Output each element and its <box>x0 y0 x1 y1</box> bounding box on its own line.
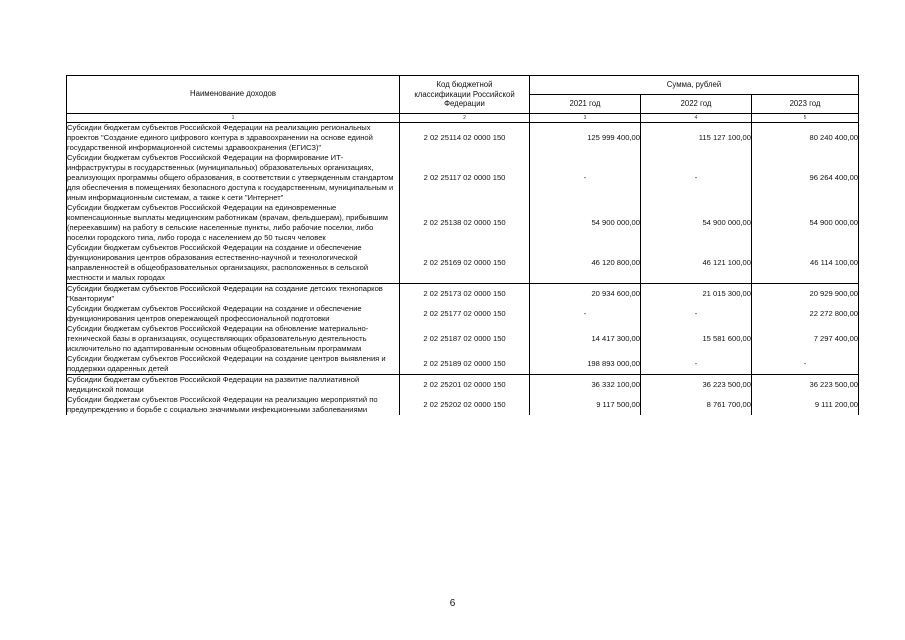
header-budget-code-line2: классификации Российской <box>414 89 515 99</box>
table-row <box>67 243 859 284</box>
budget-code-cell: 2 02 25201 02 0000 150 <box>400 375 530 396</box>
table-row <box>67 123 859 154</box>
budget-code-cell: 2 02 25202 02 0000 150 <box>400 395 530 415</box>
amount-2021-cell: 46 120 800,00 <box>530 243 641 284</box>
amount-2022-cell: 21 015 300,00 <box>641 284 752 305</box>
table-row <box>67 324 859 354</box>
header-income-name: Наименование доходов <box>67 76 400 114</box>
header-budget-code-line1: Код бюджетной <box>436 79 493 89</box>
amount-2022-cell: - <box>641 153 752 203</box>
table-row <box>67 284 859 305</box>
amount-2022-cell: 54 900 000,00 <box>641 203 752 243</box>
amount-2021-cell: - <box>530 153 641 203</box>
column-number: 2 <box>400 114 530 123</box>
income-name-cell: Субсидии бюджетам субъектов Российской Федерации на формирование ИТ-инфраструктуры в государственных (муниципальных) образовательных организациях, реализующих программы общего образования, в соответствии с утвержденным стандартом для обеспечения в помещениях безопасного доступа к государственным, муниципальным и иным информационным системам, а также к сети "Интернет" <box>67 153 400 203</box>
header-year-2021: 2021 год <box>530 95 641 114</box>
income-name-cell: Субсидии бюджетам субъектов Российской Федерации на создание центров выявления и поддержки одаренных детей <box>67 354 400 375</box>
amount-2022-cell: 8 761 700,00 <box>641 395 752 415</box>
column-number: 3 <box>530 114 641 123</box>
column-number: 5 <box>752 114 859 123</box>
amount-2021-cell: 125 999 400,00 <box>530 123 641 154</box>
table-row <box>67 354 859 375</box>
amount-2022-cell: - <box>641 354 752 375</box>
amount-2023-cell: - <box>752 354 859 375</box>
amount-2021-cell: 54 900 000,00 <box>530 203 641 243</box>
amount-2023-cell: 96 264 400,00 <box>752 153 859 203</box>
budget-code-cell: 2 02 25117 02 0000 150 <box>400 153 530 203</box>
amount-2022-cell: 36 223 500,00 <box>641 375 752 396</box>
amount-2021-cell: 20 934 600,00 <box>530 284 641 305</box>
amount-2023-cell: 80 240 400,00 <box>752 123 859 154</box>
budget-code-cell: 2 02 25173 02 0000 150 <box>400 284 530 305</box>
amount-2021-cell: 198 893 000,00 <box>530 354 641 375</box>
amount-2023-cell: 20 929 900,00 <box>752 284 859 305</box>
amount-2022-cell: 46 121 100,00 <box>641 243 752 284</box>
amount-2021-cell: 9 117 500,00 <box>530 395 641 415</box>
amount-2023-cell: 9 111 200,00 <box>752 395 859 415</box>
income-table <box>66 75 859 415</box>
table-row <box>67 375 859 396</box>
table-row <box>67 203 859 243</box>
income-name-cell: Субсидии бюджетам субъектов Российской Федерации на обновление материально-технической базы в организациях, осуществляющих образовательную деятельность исключительно по адаптированным основным общеобразовательным программам <box>67 324 400 354</box>
amount-2022-cell: - <box>641 304 752 324</box>
amount-2022-cell: 115 127 100,00 <box>641 123 752 154</box>
amount-2021-cell: 36 332 100,00 <box>530 375 641 396</box>
table-row <box>67 304 859 324</box>
table-row <box>67 395 859 415</box>
income-name-cell: Субсидии бюджетам субъектов Российской Федерации на создание и обеспечение функционирования центров образования естественно-научной и технологической направленностей в общеобразовательных организациях, расположенных в сельской местности и малых городах <box>67 243 400 284</box>
budget-code-cell: 2 02 25189 02 0000 150 <box>400 354 530 375</box>
amount-2022-cell: 15 581 600,00 <box>641 324 752 354</box>
budget-code-cell: 2 02 25114 02 0000 150 <box>400 123 530 154</box>
header-year-2023: 2023 год <box>752 95 859 114</box>
budget-code-cell: 2 02 25187 02 0000 150 <box>400 324 530 354</box>
budget-code-cell: 2 02 25169 02 0000 150 <box>400 243 530 284</box>
header-sum: Сумма, рублей <box>530 76 859 95</box>
column-number: 4 <box>641 114 752 123</box>
header-year-2022: 2022 год <box>641 95 752 114</box>
amount-2023-cell: 36 223 500,00 <box>752 375 859 396</box>
amount-2023-cell: 46 114 100,00 <box>752 243 859 284</box>
header-budget-code-line3: Федерации <box>444 99 485 109</box>
amount-2021-cell: - <box>530 304 641 324</box>
income-name-cell: Субсидии бюджетам субъектов Российской Федерации на создание и обеспечение функционирования центров опережающей профессиональной подготовки <box>67 304 400 324</box>
income-name-cell: Субсидии бюджетам субъектов Российской Федерации на создание детских технопарков "Кванториум" <box>67 284 400 305</box>
header-budget-code <box>400 76 530 114</box>
amount-2023-cell: 54 900 000,00 <box>752 203 859 243</box>
budget-code-cell: 2 02 25138 02 0000 150 <box>400 203 530 243</box>
column-number: 1 <box>67 114 400 123</box>
income-name-cell: Субсидии бюджетам субъектов Российской Федерации на реализацию региональных проектов "Создание единого цифрового контура в здравоохранении на основе единой государственной информационной системы здравоохранения (ЕГИСЗ)" <box>67 123 400 154</box>
amount-2023-cell: 22 272 800,00 <box>752 304 859 324</box>
budget-code-cell: 2 02 25177 02 0000 150 <box>400 304 530 324</box>
table-row <box>67 153 859 203</box>
income-name-cell: Субсидии бюджетам субъектов Российской Федерации на реализацию мероприятий по предупреждению и борьбе с социально значимыми инфекционными заболеваниями <box>67 395 400 415</box>
amount-2023-cell: 7 297 400,00 <box>752 324 859 354</box>
income-name-cell: Субсидии бюджетам субъектов Российской Федерации на единовременные компенсационные выплаты медицинским работникам (врачам, фельдшерам), прибывшим (переехавшим) на работу в сельские населенные пункты, либо рабочие поселки, либо поселки городского типа, либо города с населением до 50 тысяч человек <box>67 203 400 243</box>
page-number: 6 <box>449 598 456 609</box>
amount-2021-cell: 14 417 300,00 <box>530 324 641 354</box>
income-name-cell: Субсидии бюджетам субъектов Российской Федерации на развитие паллиативной медицинской помощи <box>67 375 400 396</box>
